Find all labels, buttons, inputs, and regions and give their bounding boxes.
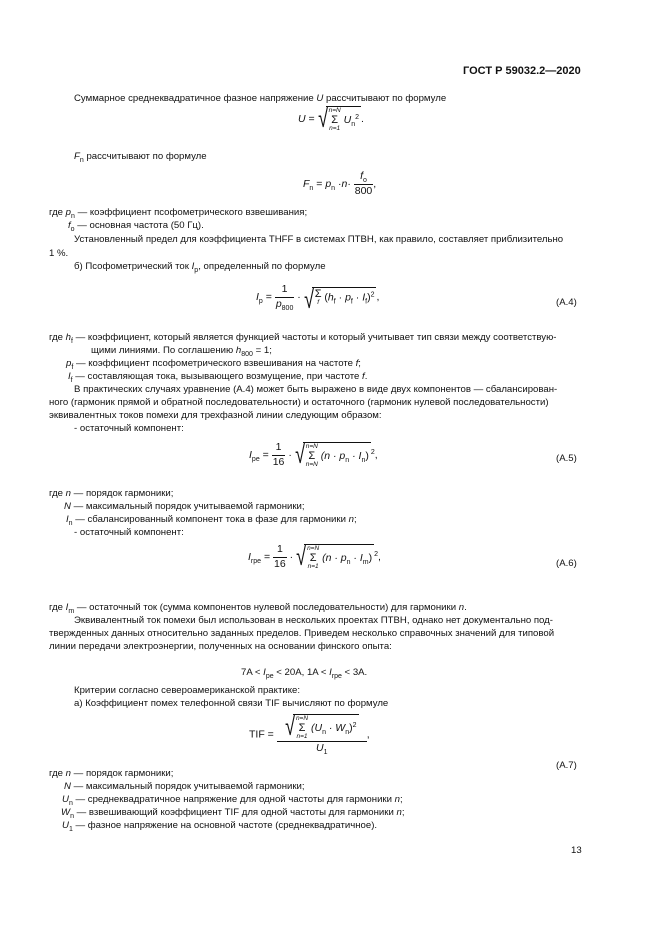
definition-Wn: $W_n$ — взвешивающий коэффициент TIF для одной частоты для гармоники n; (61, 807, 405, 820)
paragraph-practical-2: ного (гармоник прямой и обратной последовательности) и остаточного (гармоник нулевой последовательности) (49, 397, 549, 408)
equation-total-voltage: U = √ n=N Σ n=1 $U_n^2$ . (298, 106, 364, 133)
equation-a6: $I_{rpe}$ = $\frac{1}{16}$ · √ n=N Σ n=1 $(n \cdot p_n \cdot I_m)$ $^2$, (248, 543, 381, 571)
definition-N-2: N — максимальный порядок учитываемой гармоники; (64, 781, 305, 792)
paragraph-practical-1: В практических случаях уравнение (A.4) может быть выражено в виде двух компонентов — сбалансирован- (74, 384, 558, 395)
equation-a5-number: (A.5) (556, 453, 577, 464)
paragraph-criteria: Критерии согласно североамериканской практике: (74, 685, 301, 696)
document-code: ГОСТ Р 59032.2—2020 (463, 65, 581, 77)
definition-In: $I_n$ — сбалансированный компонент тока в фазе для гармоники n; (66, 514, 357, 527)
bullet-residual-1: - остаточный компонент: (74, 423, 184, 434)
equation-fn: $F_n = p_n \cdot n\cdot$ $\frac{f_o}{800}$ , (303, 170, 377, 197)
definition-hf: где $h_f$ — коэффициент, который является функцией частоты и который учитывает тип связи между соответствую- (49, 332, 557, 345)
paragraph-psophometric-current: б) Псофометрический ток $I_p$, определенный по формуле (74, 261, 326, 274)
equation-a5: $I_{pe}$ = $\frac{1}{16}$ · √ n=N Σ n=N $(n \cdot p_n \cdot I_n)$ $^2$, (249, 441, 378, 469)
definition-hf-cont: щими линиями. По соглашению $h_{800} = 1$; (91, 345, 272, 358)
definition-Un: $U_n$ — среднеквадратичное напряжение для одной частоты для гармоники n; (62, 794, 403, 807)
paragraph-practical-3: эквивалентных токов помехи для трехфазной линии следующим образом: (49, 410, 382, 421)
definition-Im: где $I_m$ — остаточный ток (сумма компонентов нулевой последовательности) для гармоники n. (49, 602, 467, 615)
equation-a4: $I_p$ = $\frac{1}{p_{800}}$ · √ Σ f $(h_f \cdot p_f \cdot I_f)^2$ , (256, 283, 379, 311)
page-number: 13 (571, 845, 582, 856)
definition-if: $I_f$ — составляющая тока, вызывающего возмущение, при частоте f. (68, 371, 368, 384)
paragraph-thff-limit-1: Установленный предел для коэффициента THFF в системах ПТВН, как правило, составляет приблизительно (74, 234, 564, 245)
definition-pf: $p_f$ — коэффициент псофометрического взвешивания на частоте f; (66, 358, 361, 371)
definition-n-2: где n — порядок гармоники; (49, 768, 174, 779)
definition-pn: где $p_n$ — коэффициент псофометрического взвешивания; (49, 207, 308, 220)
paragraph-equivalent-2: твержденных данных относительно заданных пределов. Приведем несколько справочных значений для типовой (49, 628, 555, 639)
definition-n: где n — порядок гармоники; (49, 488, 174, 499)
paragraph-thff-limit-2: 1 %. (49, 248, 69, 259)
equation-a7: TIF = √ n=N Σ n=1 $(U_n \cdot W_n)^2$ $U_1$ , (249, 714, 370, 755)
equation-a7-number: (A.7) (556, 760, 577, 771)
definition-N: N — максимальный порядок учитываемой гармоники; (64, 501, 305, 512)
paragraph-equivalent-3: линии передачи электроэнергии, полученных на основании финского опыта: (49, 641, 392, 652)
equation-a4-number: (A.4) (556, 297, 577, 308)
paragraph-equivalent-1: Эквивалентный ток помехи был использован в нескольких проектах ПТВН, однако нет документально под- (74, 615, 553, 626)
definition-U1: $U_1$ — фазное напряжение на основной частоте (среднеквадратичное). (62, 820, 378, 833)
paragraph-fn: $F_n$ рассчитывают по формуле (74, 151, 207, 164)
paragraph-tif: а) Коэффициент помех телефонной связи TIF вычисляют по формуле (74, 698, 389, 709)
reference-values: $7A < I_{pe} < 20A$, $1A < I_{rpe} < 3A$. (241, 667, 368, 680)
paragraph-total-voltage: Суммарное среднеквадратичное фазное напряжение U рассчитывают по формуле (74, 93, 447, 104)
bullet-residual-2: - остаточный компонент: (74, 527, 184, 538)
equation-a6-number: (A.6) (556, 558, 577, 569)
definition-fo: $f_o$ — основная частота (50 Гц). (68, 220, 204, 233)
